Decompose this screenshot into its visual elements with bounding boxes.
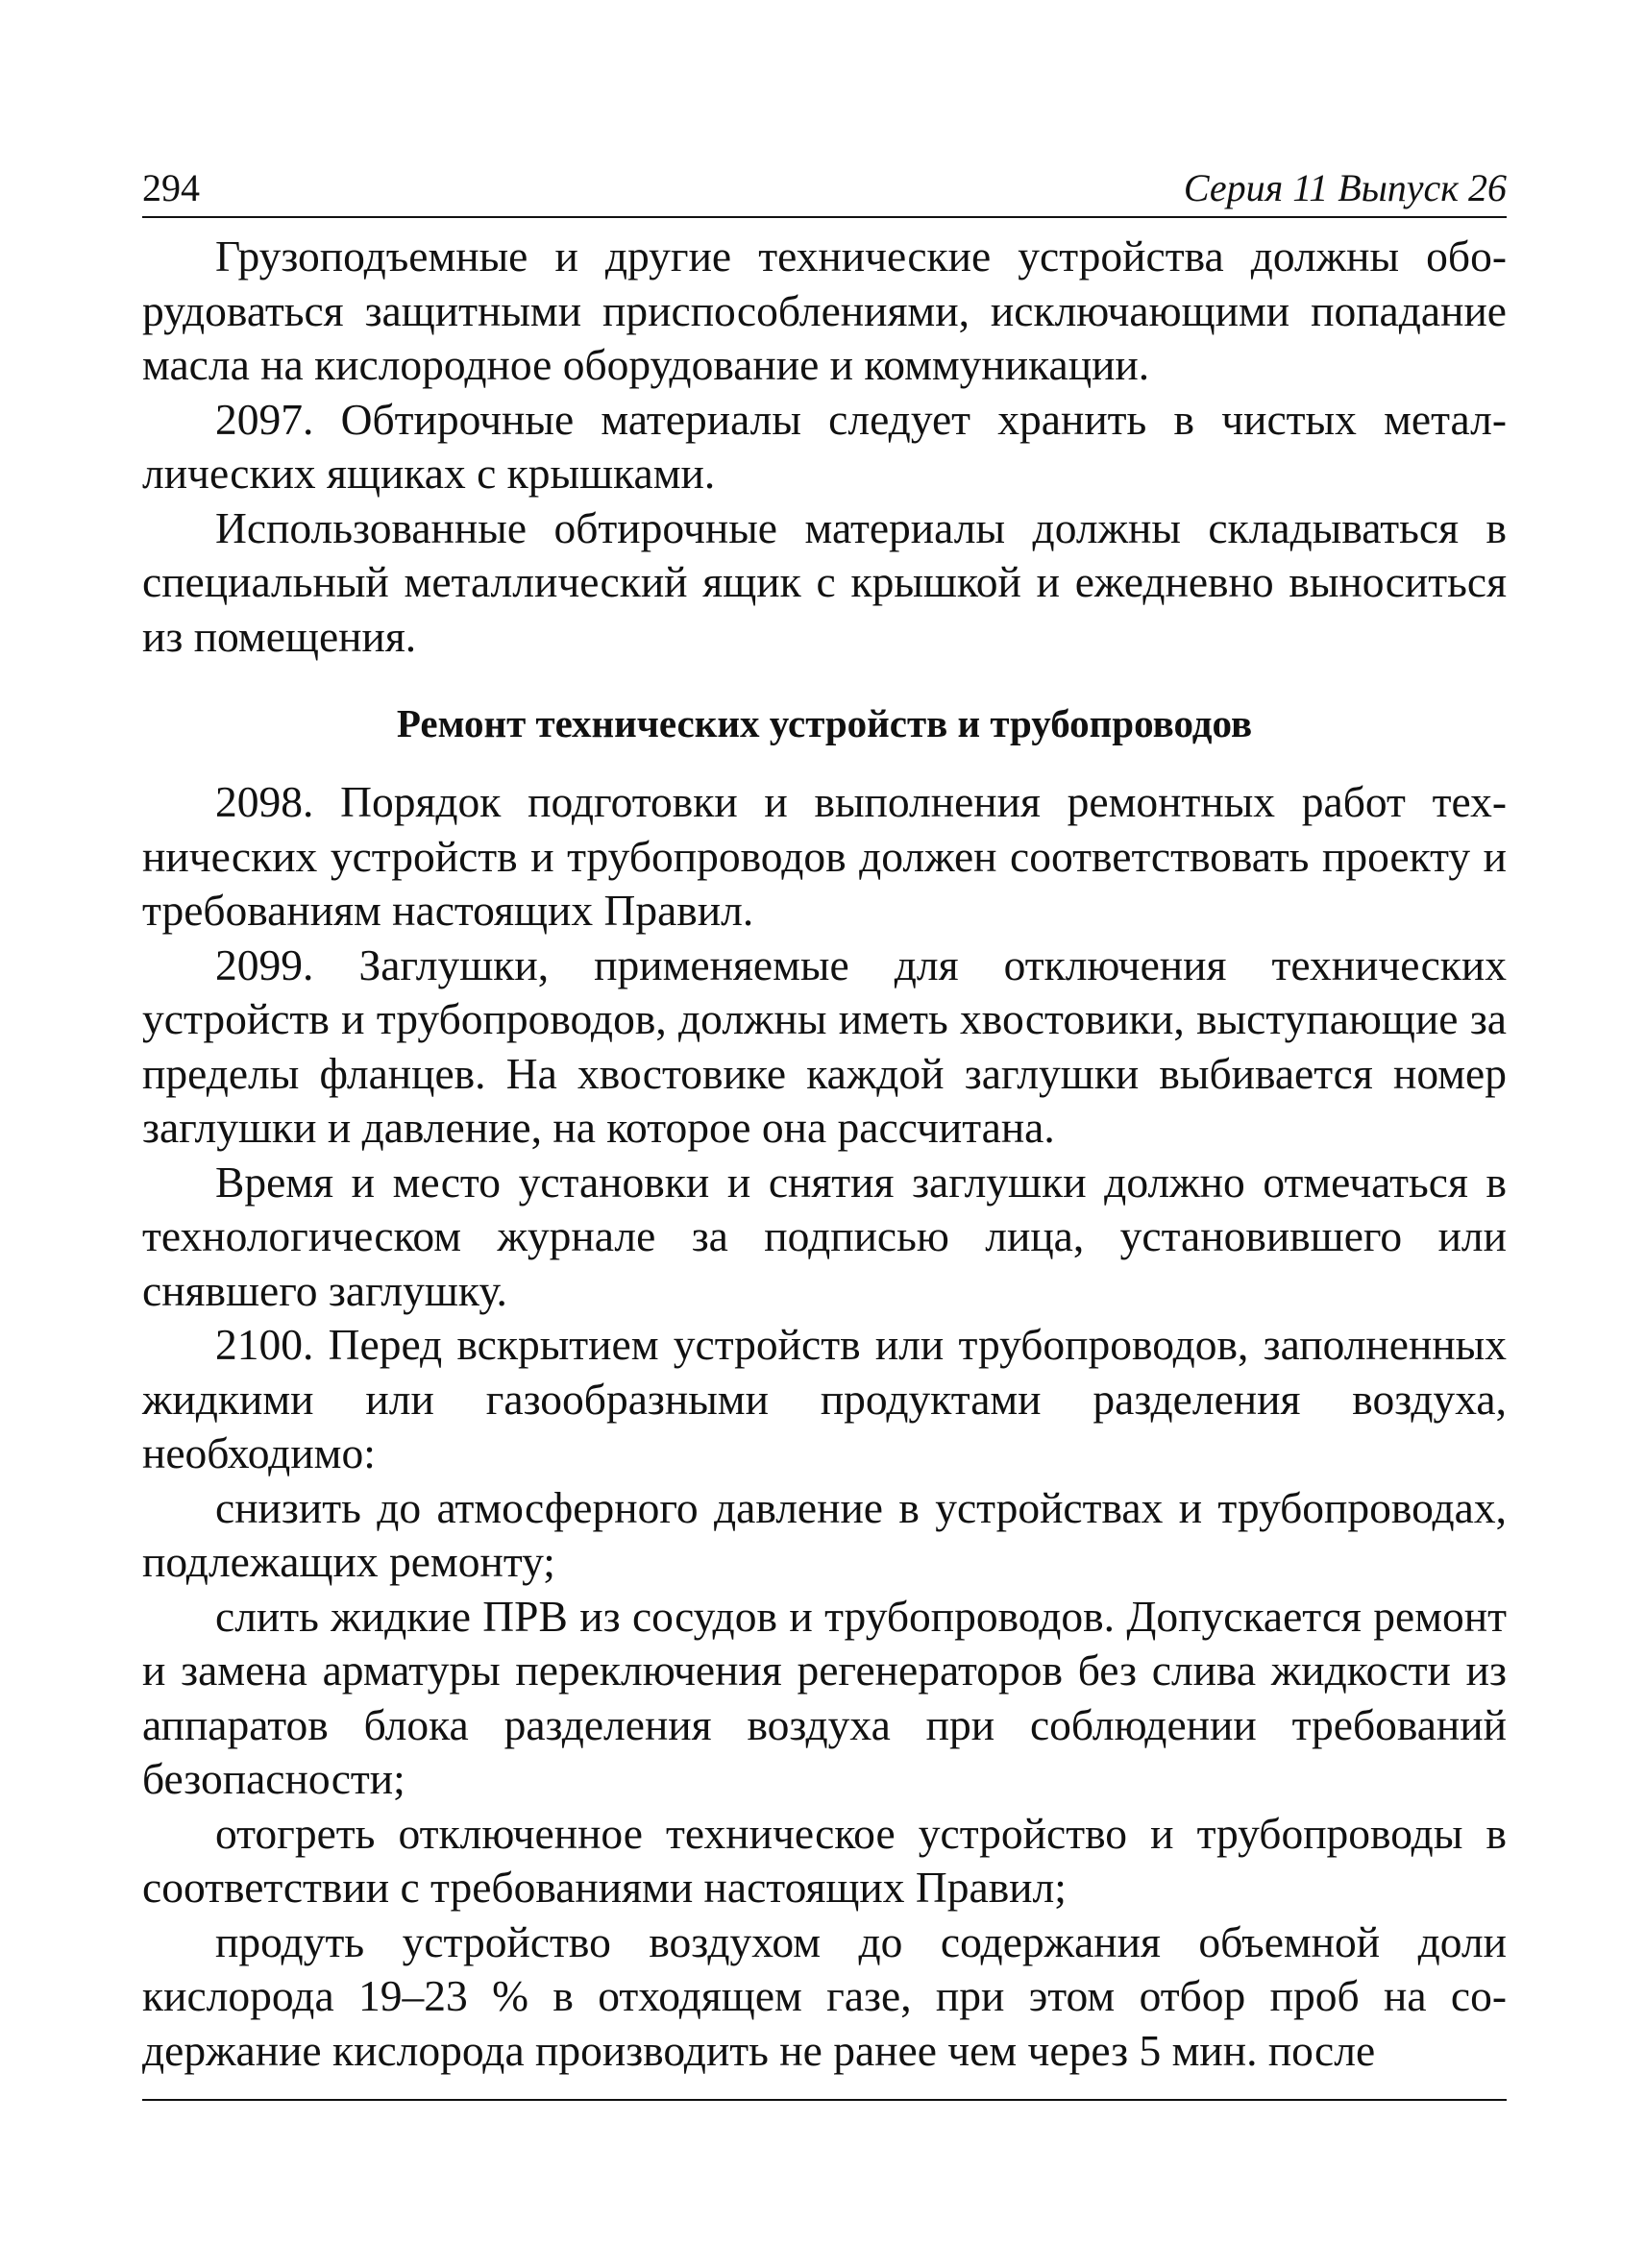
paragraph: Грузоподъемные и другие технические устройства должны оборудоваться защитными приспособлениями, исключающими попадание масла на кислородное оборудование и коммуникации. [142, 232, 1507, 389]
paragraph: Использованные обтирочные материалы должны складываться в специальный металлический ящик с крышкой и ежедневно выноситься из помещения. [142, 502, 1507, 661]
paragraph-2100: 2100. Перед вскрытием устройств или трубопроводов, заполненных жидкими или газообразными продуктами разделения воздуха, необходимо: [142, 1320, 1507, 1477]
paragraph-2097: 2097. Обтирочные материалы следует хранить в чистых металлических ящиках с крышками. [142, 394, 1507, 498]
list-item-warm: отогреть отключенное техническое устройство и трубопроводы в соответствии с требованиями настоящих Правил; [142, 1808, 1507, 1912]
section-heading: Ремонт технических устройств и трубопроводов [396, 701, 1253, 745]
page-number: 294 [142, 166, 200, 209]
body-text [142, 230, 1507, 2078]
running-header [142, 159, 1507, 218]
paragraph: Время и место установки и снятия заглушки должно отмечаться в технологическом журнале за подписью лица, установившего или снявшего заглушку. [142, 1157, 1507, 1315]
list-item-drain: слить жидкие ПРВ из сосудов и трубопроводов. Допускается ремонт и замена арматуры переключения регенераторов без слива жидкости из аппаратов блока разделения воздуха при соблюдении требований безопасности; [142, 1591, 1507, 1803]
list-item-pressure: снизить до атмосферного давление в устройствах и трубопроводах, подлежащих ремонту; [142, 1482, 1507, 1586]
paragraph-2098: 2098. Порядок подготовки и выполнения ремонтных работ технических устройств и трубопроводов должен соответствовать проекту и требованиям настоящих Правил. [142, 777, 1507, 935]
paragraph-2099: 2099. Заглушки, применяемые для отключения технических устройств и трубопроводов, должны иметь хвостовики, выступающие за пределы фланцев. На хвостовике каждой заглушки выбивается номер заглушки и давление, на которое она рассчитана. [142, 939, 1507, 1152]
series-label: Серия 11 Выпуск 26 [1183, 166, 1507, 209]
list-item-purge: продуть устройство воздухом до содержания объемной доли кислорода 19–23 % в отходящем газе, при этом отбор проб на содержание кислорода производить не ранее чем через 5 мин. после [142, 1916, 1507, 2075]
document-page [142, 159, 1507, 2101]
bottom-rule [142, 2099, 1507, 2101]
